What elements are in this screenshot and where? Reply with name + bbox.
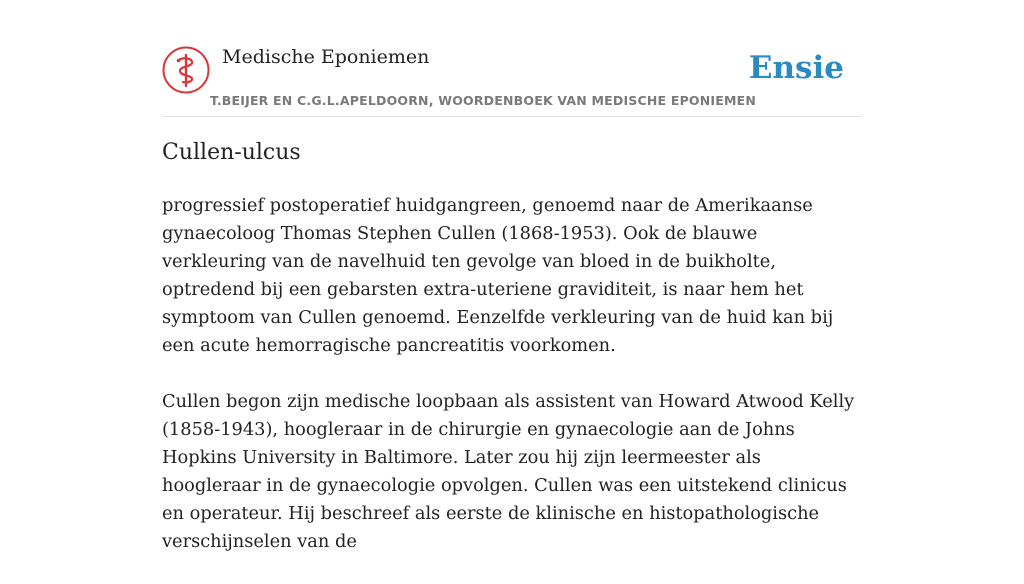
entry-paragraph: progressief postoperatief huidgangreen, genoemd naar de Amerikaanse gynaecoloog Thomas Stephen Cullen (1868-1953). Ook de blauwe verkleuring van de navelhuid ten gevolge van bloed in de buikholte, optredend bij een gebarsten extra-uteriene graviditeit, is naar hem het symptoom van Cullen genoemd. Eenzelfde verkleuring van de huid kan bij een acute hemorragische pancreatitis voorkomen.: [162, 195, 834, 356]
entry-content: [162, 192, 862, 584]
caduceus-icon[interactable]: [162, 46, 210, 94]
entry-paragraph: Cullen begon zijn medische loopbaan als assistent van Howard Atwood Kelly (1858-1943), hoogleraar in de chirurgie en gynaecologie aan de Johns Hopkins University in Baltimore. Later zou hij zijn leermeester als hoogleraar in de gynaecologie opvolgen. Cullen was een uitstekend clinicus en operateur. Hij beschreef als eerste de klinische en histopathologische verschijnselen van de: [162, 391, 855, 552]
source-subtitle: T.BEIJER EN C.G.L.APELDOORN, WOORDENBOEK VAN MEDISCHE EPONIEMEN: [210, 93, 757, 108]
ensie-logo[interactable]: Ensie: [748, 50, 844, 86]
source-header: [162, 46, 862, 117]
entry-title: Cullen-ulcus: [162, 140, 301, 165]
source-title[interactable]: Medische Eponiemen: [222, 46, 430, 68]
